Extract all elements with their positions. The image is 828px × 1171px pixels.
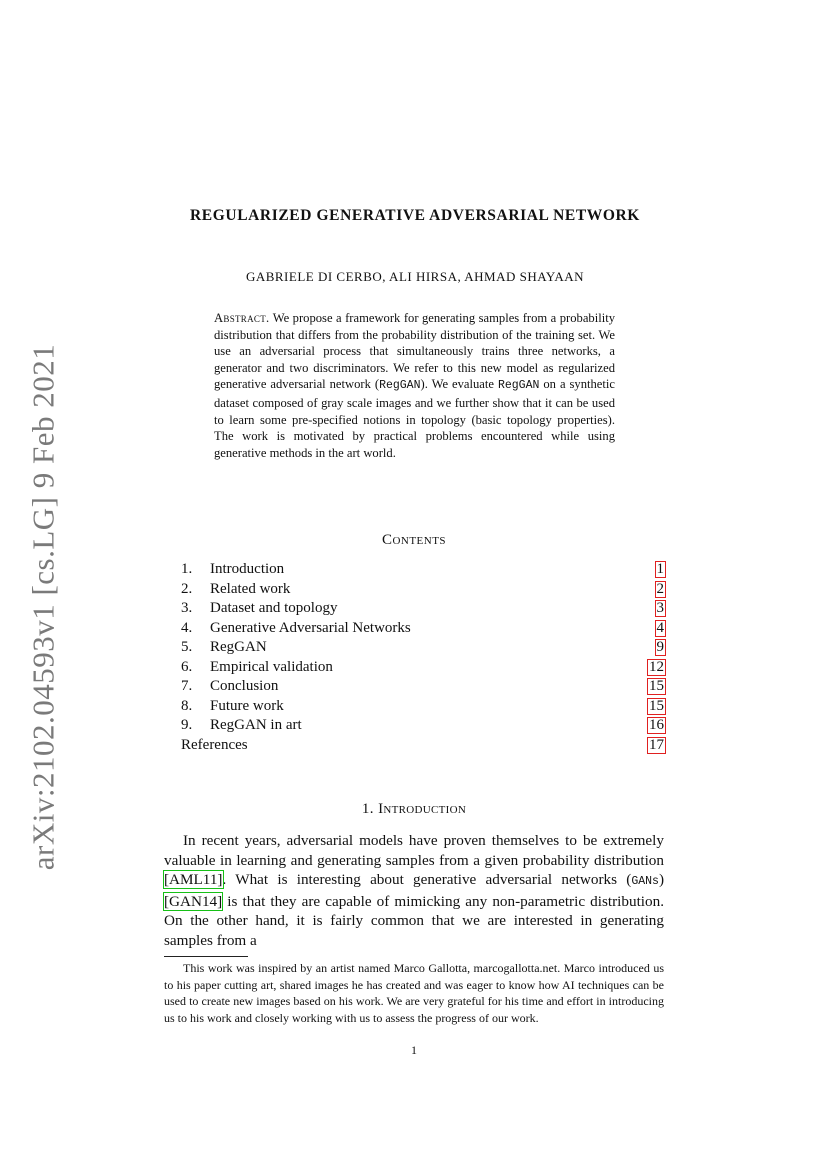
footnote-text: This work was inspired by an artist named Marco Gallotta, marcogallotta.net. Marco introduced us to his paper cutting art, shared images he has created and was eager to know how AI techniques can be used to create new images based on his work. We are very grateful for his time and effort in introducing us to his work and closely working with us to assess the progress of our work. [164, 961, 664, 1025]
abstract-text-2: ). We evaluate [420, 377, 498, 392]
toc-number: 2. [181, 580, 193, 597]
intro-text: In recent years, adversarial models have proven themselves to be extremely valuable in learning and generating samples from a given probability distribution [164, 832, 664, 869]
toc-page-link[interactable]: 9 [656, 639, 664, 655]
toc-number: 6. [181, 658, 193, 675]
citation-link[interactable]: [GAN14] [164, 892, 223, 910]
toc-references-label: References [181, 736, 248, 753]
toc-row[interactable] [181, 620, 665, 640]
footnote [164, 960, 664, 1026]
paper-title: REGULARIZED GENERATIVE ADVERSARIAL NETWORK [190, 207, 640, 224]
toc-page-link[interactable]: 4 [656, 619, 664, 636]
toc-page-link[interactable]: 16 [649, 717, 664, 733]
toc-page-link[interactable]: 3 [656, 600, 664, 616]
abstract [214, 310, 615, 461]
intro-text: . What is interesting about generative adversarial networks ( [222, 871, 632, 888]
toc-page-link[interactable]: 17 [649, 736, 664, 753]
toc-row-references[interactable] [181, 737, 665, 757]
intro-text: ) [658, 871, 664, 888]
intro-body [164, 831, 664, 950]
toc-label: Future work [210, 697, 284, 714]
page-number: 1 [411, 1043, 417, 1057]
toc-page-link[interactable]: 15 [649, 697, 664, 714]
abstract-label: Abstract. [214, 311, 270, 325]
toc-number: 5. [181, 639, 193, 655]
section-number: 1. [361, 801, 374, 817]
intro-code: GANs [631, 875, 659, 888]
toc-row[interactable] [181, 678, 665, 698]
toc-page-link[interactable]: 2 [656, 580, 664, 597]
intro-paragraph [164, 831, 664, 950]
toc-label: Introduction [210, 561, 285, 577]
toc-number: 7. [181, 678, 193, 694]
toc-page-link[interactable]: 15 [649, 678, 664, 694]
contents-heading: Contents [381, 532, 447, 548]
toc-label: RegGAN [210, 639, 267, 655]
arxiv-stamp-text: arXiv:2102.04593v1 [cs.LG] 9 Feb 2021 [25, 343, 60, 871]
toc-number: 4. [181, 619, 193, 636]
section-title: Introduction [378, 801, 467, 817]
toc-label: Generative Adversarial Networks [210, 619, 411, 636]
table-of-contents [181, 561, 665, 756]
toc-number: 3. [181, 600, 193, 616]
toc-row[interactable] [181, 639, 665, 659]
paper-authors: GABRIELE DI CERBO, ALI HIRSA, AHMAD SHAYAAN [245, 269, 585, 284]
toc-page-link[interactable]: 1 [656, 561, 664, 577]
toc-label: Empirical validation [210, 658, 333, 675]
toc-row[interactable] [181, 581, 665, 601]
abstract-text-1: We propose a framework for generating samples from a probability distribution that differs from the probability distribution of the training set. We use an adversarial process that simultaneously trains three networks, a generator and two discriminators. We refer to this new model as regularized generative adversarial network ( [214, 311, 615, 392]
abstract-text-3: on a synthetic dataset composed of gray scale images and we further show that it can be used to learn some pre-specified notions in topology (basic topology properties). The work is motivated by practical problems encountered while using generative methods in the art world. [214, 377, 615, 460]
citation-link[interactable]: [AML11] [164, 871, 223, 888]
toc-row[interactable] [181, 659, 665, 679]
toc-label: Related work [210, 580, 291, 597]
toc-label: RegGAN in art [210, 717, 302, 733]
toc-row[interactable] [181, 561, 665, 581]
toc-row[interactable] [181, 698, 665, 718]
toc-row[interactable] [181, 600, 665, 620]
toc-label: Dataset and topology [210, 600, 338, 616]
abstract-code-1: RegGAN [379, 379, 421, 393]
toc-number: 1. [181, 561, 193, 577]
toc-number: 9. [181, 717, 193, 733]
toc-number: 8. [181, 697, 193, 714]
abstract-code-2: RegGAN [497, 379, 540, 393]
arxiv-stamp [18, 343, 68, 871]
footnote-divider [164, 956, 248, 957]
section-heading [0, 801, 828, 818]
toc-row[interactable] [181, 717, 665, 737]
toc-label: Conclusion [210, 678, 279, 694]
intro-text: is that they are capable of mimicking any non-parametric distribution. On the other hand, it is fairly common that we are interested in generating samples from a [164, 892, 664, 949]
toc-page-link[interactable]: 12 [649, 658, 664, 675]
